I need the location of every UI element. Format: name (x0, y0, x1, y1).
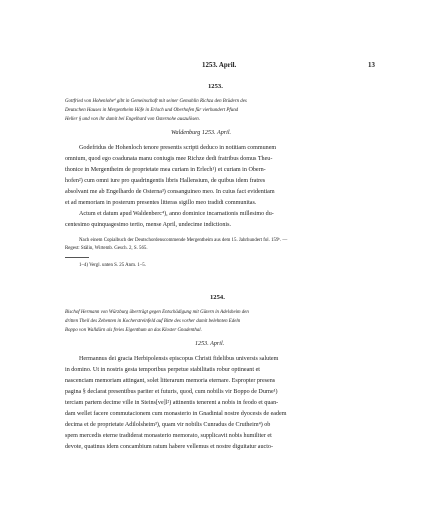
text-line: terciam partem decime ville in Steins[ve]l²) attinentis tenerent a nobis in feodo et quan- (65, 400, 279, 406)
text-line: centesimo quinquagesimo tertio, mense April, undecime indictionis. (65, 222, 232, 228)
text-line: dam wellet facere commutacionem cum monasterio in Gnadintal nostre dyocesis de eadem (65, 411, 287, 417)
regest-line: dritten Theil des Zehenten in Kocherstreinfeld auf Bitte des vorher damit belehnten Edeln (65, 319, 241, 324)
page-number: 13 (368, 62, 375, 69)
place-date: Waldenburg 1253. April. (171, 130, 232, 136)
place-date: 1253. April. (195, 341, 225, 347)
regest-line: Heller § und von ihr damit bei Engelhard von Osternohe auszulösen. (65, 117, 200, 122)
text-line: nascenciam memoriam attingant, solet litterarum memoria eternare. Espropter presens (65, 378, 276, 384)
text-line: omnium, quod ego coadunata manu coniugis mee Richze dedi fratribus domus Theu- (65, 156, 273, 162)
regest-line: Gottfried von Hohenlohe⁴ gibt in Gemeinschaft mit seiner Gemahlin Richza den Brüdern des (65, 99, 247, 104)
text-line: Hermannus dei gracia Herbipolensis episcopus Christi fidelibus universis salutem (79, 356, 279, 362)
regest-line: Deutschen Hauses in Mergentheim Höfe in Erlach und Oberhofen für vierhundert Pfund (65, 108, 239, 113)
text-line: decima et de proprietate Adilolsheim³), quam vir nobilis Cunradus de Crutheim⁴) ob (65, 422, 271, 428)
regest-line: Boppo von Walldürn als freies Eigenthum an das Kloster Gnadenthal. (65, 328, 202, 333)
text-line: absolvant me ab Engelhardo de Osterna³) consanguineo meo. In cuius fact evidentiam (65, 189, 275, 195)
text-line: spem mercedis eterne tradiderat monasterio memorato, supplicavit nobis humiliter et (65, 433, 272, 439)
source-note-line: Regest: Stälin, Wirtemb. Gesch. 2, S. 565. (65, 246, 148, 251)
text-line: et ad memoriam in posterum presentes litteras sigillo meo tradidi communitas. (65, 200, 257, 206)
text-line: Actum et datum apud Waldenberc⁴), anno dominice incarnationis millesimo du- (79, 211, 274, 217)
text-line: hofen²) cum omni iure pro quadringentis libris Hallensium, de quibus idem fratres (65, 178, 266, 184)
document-number: 1254. (210, 294, 225, 301)
document-number: 1253. (208, 83, 223, 90)
footnote-rule (65, 257, 89, 258)
text-line: in domino. Ut in nostris gesta temporibus perpetue stabilitatis robur optineant et (65, 367, 260, 373)
text-line: devote, quatinus idem concambium ratum habere vellemus et nostre diguitatur aucto- (65, 444, 273, 450)
regest-line: Bischof Hermann von Würzburg überträgt gegen Entschädigung mit Gütern in Adelsheim den (65, 310, 249, 315)
source-note-line: Nach einem Copialbuch der Deutschordenscommende Mergentheim aus dem 15. Jahrhundert fol. 159ᵇ. — (79, 238, 288, 243)
text-line: pagina § declarat presentibus pariter et futuris, quod, cum nobilis vir Boppo de Durne¹) (65, 389, 278, 395)
text-line: thonice in Mergentheim de proprietate mea curiam in Erlech¹) et curiam in Obern- (65, 167, 266, 173)
footnote: 1–4) Vergl. unten S. 25 Anm. 1–5. (79, 263, 146, 268)
running-header-date: 1253. April. (202, 62, 237, 69)
text-line: Godefridus de Hohenloch tenore presentis scripti deduco in notitiam communem (79, 145, 277, 151)
